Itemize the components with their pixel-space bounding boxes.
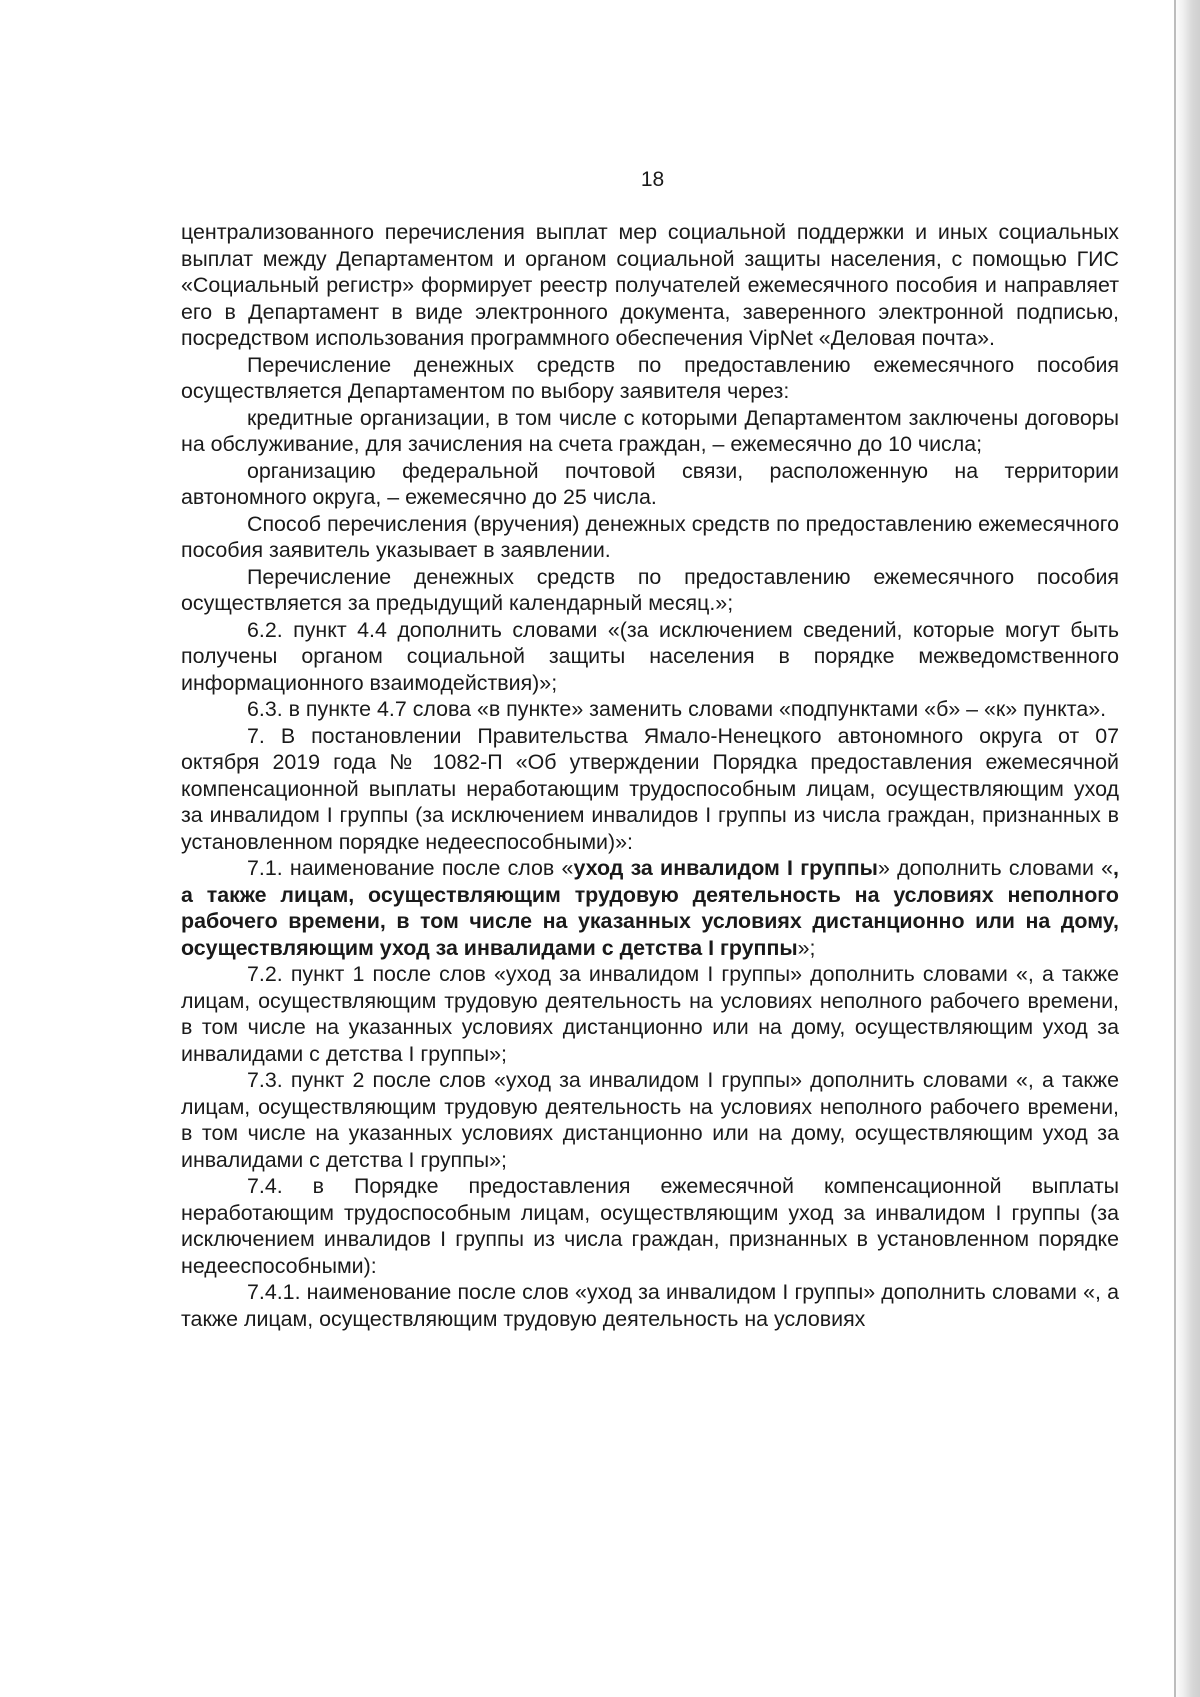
paragraph: 7.2. пункт 1 после слов «уход за инвалидом I группы» дополнить словами «, а также лицам, осуществляющим трудовую деятельность на условиях неполного рабочего времени, в том числе на указанных условиях дистанционно или на дому, осуществляющим уход за инвалидами с детства I группы»; (181, 962, 1119, 1066)
paragraph: Способ перечисления (вручения) денежных средств по предоставлению ежемесячного пособия заявитель указывает в заявлении. (181, 511, 1119, 562)
paragraph: 7.4.1. наименование после слов «уход за инвалидом I группы» дополнить словами «, а также лицам, осуществляющим трудовую деятельность на условиях (181, 1280, 1119, 1331)
paragraph: 6.2. пункт 4.4 дополнить словами «(за исключением сведений, которые могут быть получены органом социальной защиты населения в порядке межведомственного информационного взаимодействия)»; (181, 617, 1119, 695)
paragraph: централизованного перечисления выплат мер социальной поддержки и иных социальных выплат между Департаментом и органом социальной защиты населения, с помощью ГИС «Социальный регистр» формирует реестр получателей ежемесячного пособия и направляет его в Департамент в виде электронного документа, заверенного электронной подписью, посредством использования программного обеспечения VipNet «Деловая почта». (181, 220, 1119, 350)
bold-text-run: , а также лицам, осуществляющим трудовую деятельность на условиях неполного рабочего времени, в том числе на указанных условиях дистанционно или на дому, осуществляющим уход за инвалидами с детства I группы (181, 856, 1119, 960)
paragraph: 7. В постановлении Правительства Ямало-Ненецкого автономного округа от 07 октября 2019 года № 1082-П «Об утверждении Порядка предоставления ежемесячной компенсационной выплаты неработающим трудоспособным лицам, осуществляющим уход за инвалидом I группы (за исключением инвалидов I группы из числа граждан, признанных в установленном порядке недееспособными)»: (181, 723, 1119, 854)
paragraph: 7.3. пункт 2 после слов «уход за инвалидом I группы» дополнить словами «, а также лицам, осуществляющим трудовую деятельность на условиях неполного рабочего времени, в том числе на указанных условиях дистанционно или на дому, осуществляющим уход за инвалидами с детства I группы»; (181, 1068, 1119, 1172)
paragraph: Перечисление денежных средств по предоставлению ежемесячного пособия осуществляется за предыдущий календарный месяц.»; (181, 564, 1119, 615)
paragraph: Перечисление денежных средств по предоставлению ежемесячного пособия осуществляется Департаментом по выбору заявителя через: (181, 352, 1119, 403)
text-run: »; (797, 935, 816, 960)
paragraph: 6.3. в пункте 4.7 слова «в пункте» заменить словами «подпунктами «б» – «к» пункта». (247, 697, 1107, 721)
document-body (181, 219, 1119, 1332)
paragraph-mixed (181, 855, 1119, 961)
bold-text-run: уход за инвалидом I группы (573, 856, 878, 880)
page-edge-shadow (1174, 0, 1200, 1697)
paragraph: 7.4. в Порядке предоставления ежемесячной компенсационной выплаты неработающим трудоспособным лицам, осуществляющим уход за инвалидом I группы (за исключением инвалидов I группы из числа граждан, признанных в установленном порядке недееспособными): (181, 1174, 1119, 1278)
text-run: 7.1. наименование после слов « (247, 856, 574, 880)
paragraph: кредитные организации, в том числе с которыми Департаментом заключены договоры на обслуживание, для зачисления на счета граждан, – ежемесячно до 10 числа; (181, 405, 1119, 456)
text-run: » дополнить словами « (877, 856, 1114, 880)
page-number: 18 (640, 168, 665, 191)
paragraph: организацию федеральной почтовой связи, расположенную на территории автономного округа, – ежемесячно до 25 числа. (181, 458, 1119, 509)
page-edge-line (1174, 0, 1176, 1697)
